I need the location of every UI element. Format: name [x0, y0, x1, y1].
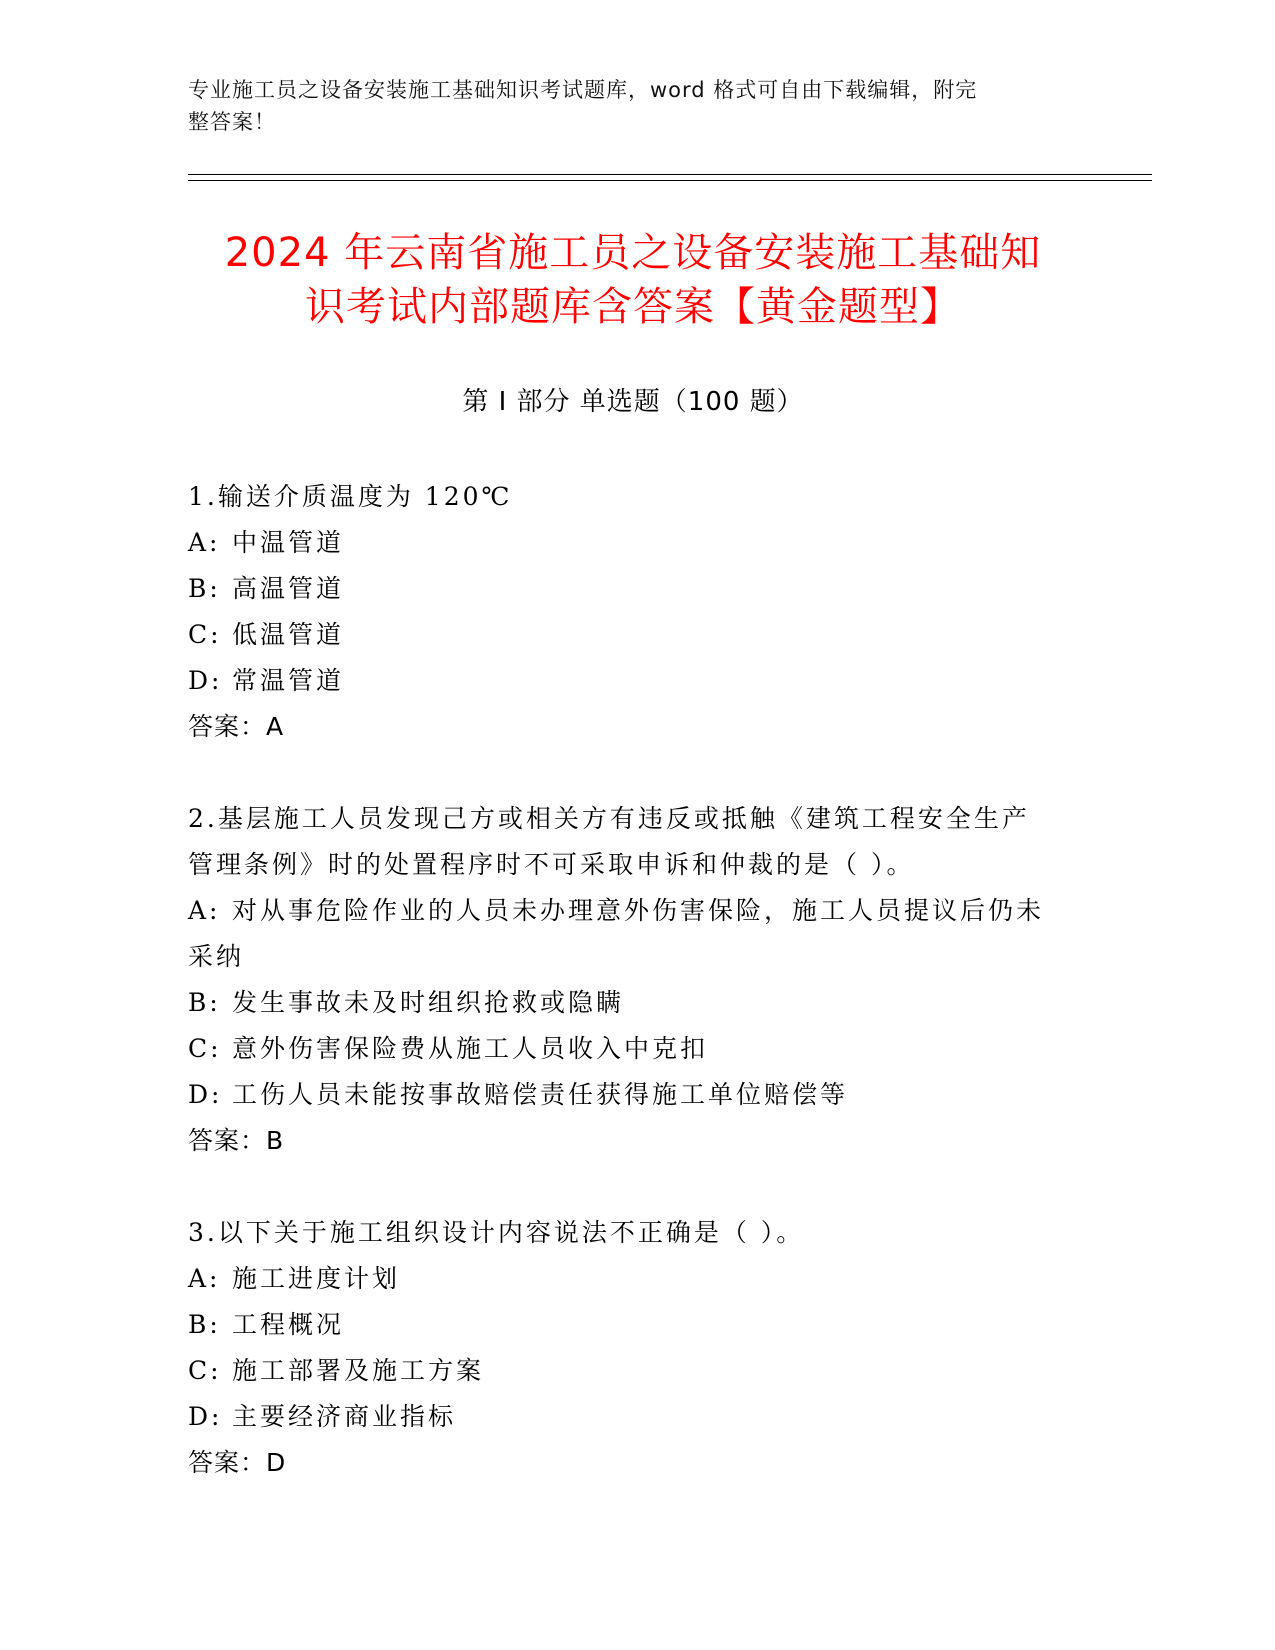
option-letter: B:: [188, 988, 221, 1017]
header-note: [188, 74, 1068, 138]
question-3: [188, 1210, 1088, 1486]
option-letter: A:: [188, 896, 221, 925]
option-letter: D:: [188, 1402, 223, 1431]
option-text: 施工部署及施工方案: [232, 1356, 485, 1385]
question-1: [188, 474, 1088, 750]
option-letter: A:: [188, 528, 221, 557]
option-c: [188, 612, 1088, 658]
option-d: [188, 658, 1088, 704]
question-2: [188, 796, 1088, 1164]
option-letter: C:: [188, 1034, 222, 1063]
option-text: 低温管道: [232, 620, 345, 649]
option-text: 工程概况: [232, 1310, 345, 1339]
option-b: [188, 1302, 1088, 1348]
option-letter: C:: [188, 620, 222, 649]
option-d: [188, 1394, 1088, 1440]
header-note-line-2: 整答案！: [188, 110, 276, 134]
option-letter: B:: [188, 1310, 221, 1339]
answer: 答案：A: [188, 712, 285, 741]
option-text: 发生事故未及时组织抢救或隐瞒: [232, 988, 625, 1017]
question-stem: 3.以下关于施工组织设计内容说法不正确是（ ）。: [188, 1218, 805, 1247]
question-stem: 1.输送介质温度为 120℃: [188, 482, 513, 511]
option-c: [188, 1026, 1088, 1072]
option-letter: D:: [188, 666, 223, 695]
option-letter: C:: [188, 1356, 222, 1385]
option-text: 施工进度计划: [232, 1264, 401, 1293]
option-a: [188, 1256, 1088, 1302]
option-text: 主要经济商业指标: [232, 1402, 457, 1431]
answer: 答案：B: [188, 1126, 285, 1155]
option-text: 工伤人员未能按事故赔偿责任获得施工单位赔偿等: [232, 1080, 849, 1109]
header-note-line-1: 专业施工员之设备安装施工基础知识考试题库，word 格式可自由下载编辑，附完: [188, 78, 978, 102]
option-b: [188, 566, 1088, 612]
option-letter: D:: [188, 1080, 223, 1109]
option-d: [188, 1072, 1088, 1118]
option-text: 常温管道: [232, 666, 345, 695]
document-title-line-1: 2024 年云南省施工员之设备安装施工基础知: [224, 230, 1042, 276]
question-stem-line-2: 管理条例》时的处置程序时不可采取申诉和仲裁的是（ ）。: [188, 850, 915, 879]
option-letter: B:: [188, 574, 221, 603]
option-b: [188, 980, 1088, 1026]
option-text: 对从事危险作业的人员未办理意外伤害保险，施工人员提议后仍未: [232, 896, 1045, 925]
header-rule-bottom: [188, 180, 1152, 181]
header-rule-top: [188, 174, 1152, 175]
option-text: 意外伤害保险费从施工人员收入中克扣: [232, 1034, 709, 1063]
document-title: [188, 226, 1078, 334]
option-c: [188, 1348, 1088, 1394]
option-letter: A:: [188, 1264, 221, 1293]
document-title-line-2: 识考试内部题库含答案【黄金题型】: [305, 284, 961, 330]
answer: 答案：D: [188, 1448, 287, 1477]
option-text: 中温管道: [232, 528, 345, 557]
question-list: [188, 474, 1088, 1532]
section-title: 第 I 部分 单选题（100 题）: [462, 387, 804, 417]
question-stem-line-1: 2.基层施工人员发现己方或相关方有违反或抵触《建筑工程安全生产: [188, 804, 1030, 833]
option-a-continued: 采纳: [188, 942, 245, 971]
option-a: [188, 520, 1088, 566]
option-text: 高温管道: [232, 574, 345, 603]
option-a: [188, 888, 1088, 934]
